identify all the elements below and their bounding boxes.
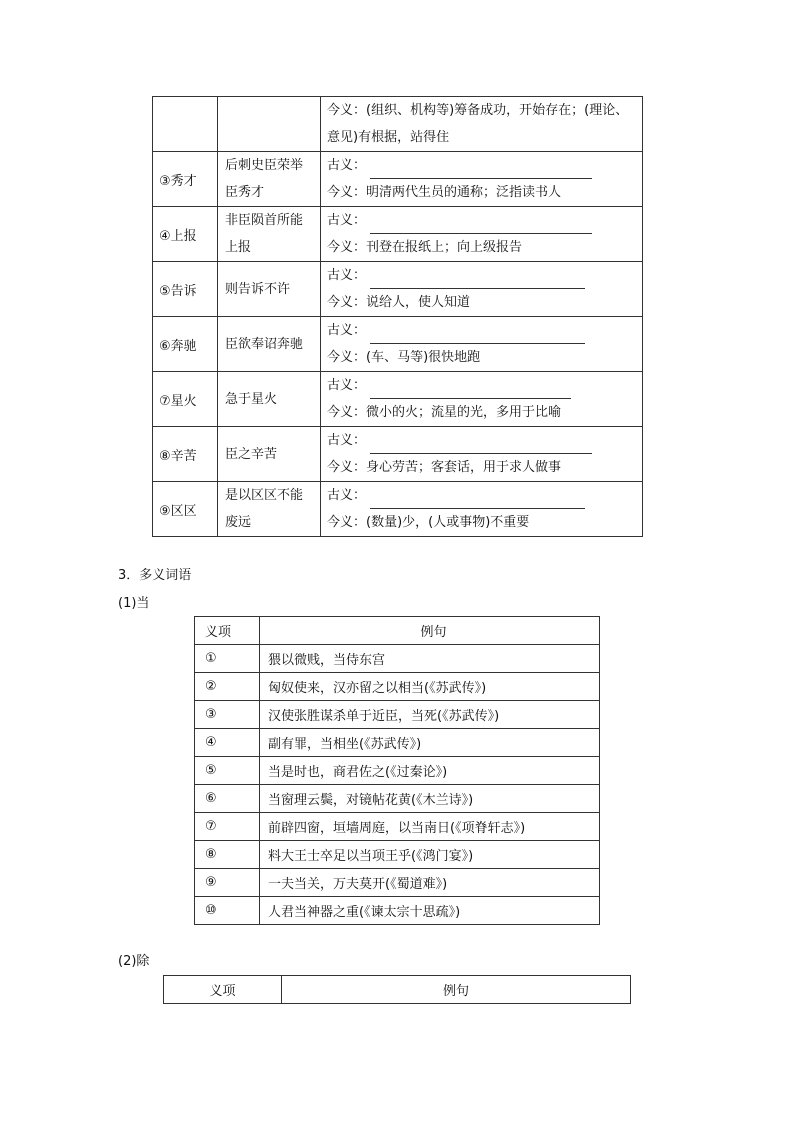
polysemy-table-chu	[163, 975, 631, 1004]
word-cell: ⑥奔驰	[153, 317, 218, 372]
modern-meaning-line: 今义：刊登在报纸上；向上级报告	[327, 240, 523, 255]
modern-meaning-line: 今义：明清两代生员的通称；泛指读书人	[327, 185, 562, 200]
answer-blank[interactable]	[370, 331, 585, 344]
meaning-cell	[321, 317, 643, 372]
table-row	[153, 262, 643, 317]
answer-blank[interactable]	[370, 221, 592, 234]
table-row	[195, 813, 600, 841]
ancient-meaning-label: 古义：	[327, 433, 367, 448]
table-row	[195, 897, 600, 925]
ancient-meaning-label: 古义：	[327, 323, 367, 338]
word-cell: ⑨区区	[153, 482, 218, 537]
table-row	[153, 372, 643, 427]
meaning-cell	[321, 152, 643, 207]
example-sentence: 料大王士卒足以当项王乎(《鸿门宴》)	[260, 841, 600, 869]
ancient-meaning-line	[327, 372, 642, 399]
table-row	[195, 757, 600, 785]
meaning-cell	[321, 262, 643, 317]
table-row	[195, 841, 600, 869]
answer-blank[interactable]	[370, 386, 571, 399]
ancient-meaning-line	[327, 207, 642, 234]
column-header-example: 例句	[282, 976, 631, 1004]
column-header-meaning: 义项	[164, 976, 282, 1004]
table-row	[153, 427, 643, 482]
sentence-cell	[218, 482, 321, 537]
sentence-cell	[218, 317, 321, 372]
word-cell: ④上报	[153, 207, 218, 262]
meaning-cell	[321, 482, 643, 537]
meaning-number: ③	[195, 701, 260, 729]
ancient-meaning-line	[327, 152, 642, 179]
meaning-number: ①	[195, 645, 260, 673]
ancient-meaning-line	[327, 427, 642, 454]
sentence-line: 臣欲奉诏奔驰	[225, 336, 304, 352]
sentence-line: 臣之辛苦	[225, 446, 278, 462]
word-cell: ⑦星火	[153, 372, 218, 427]
answer-blank[interactable]	[370, 441, 592, 454]
sentence-cell	[218, 97, 321, 152]
modern-meaning-line: 今义：微小的火；流星的光，多用于比喻	[327, 405, 562, 420]
column-header-meaning: 义项	[195, 617, 260, 645]
meaning-cell	[321, 97, 643, 152]
meaning-number: ⑥	[195, 785, 260, 813]
sentence-line: 则告诉不许	[225, 281, 291, 297]
example-sentence: 副有罪，当相坐(《苏武传》)	[260, 729, 600, 757]
sentence-line: 上报	[225, 240, 252, 255]
subsection-title: (2)除	[118, 954, 150, 969]
word-cell	[153, 97, 218, 152]
ancient-meaning-line	[327, 482, 642, 509]
table-row	[153, 152, 643, 207]
example-sentence: 当是时也，商君佐之(《过秦论》)	[260, 757, 600, 785]
table-row	[195, 729, 600, 757]
subsection-title: (1)当	[118, 596, 150, 611]
sentence-line: 非臣陨首所能	[225, 213, 304, 228]
sentence-line: 臣秀才	[225, 185, 265, 200]
meaning-number: ⑧	[195, 841, 260, 869]
meaning-cell	[321, 372, 643, 427]
answer-blank[interactable]	[370, 496, 585, 509]
example-sentence: 当窗理云鬓，对镜帖花黄(《木兰诗》)	[260, 785, 600, 813]
sentence-cell	[218, 152, 321, 207]
meaning-number: ⑩	[195, 897, 260, 925]
ancient-meaning-label: 古义：	[327, 158, 367, 173]
sentence-cell	[218, 427, 321, 482]
modern-meaning-line: 今义：(组织、机构等)筹备成功，开始存在；(理论、	[327, 103, 629, 118]
column-header-example: 例句	[260, 617, 600, 645]
meaning-cell	[321, 207, 643, 262]
ancient-meaning-label: 古义：	[327, 488, 367, 503]
table-row	[153, 97, 643, 152]
word-cell: ⑧辛苦	[153, 427, 218, 482]
word-cell: ⑤告诉	[153, 262, 218, 317]
sentence-cell	[218, 262, 321, 317]
example-sentence: 汉使张胜谋杀单于近臣，当死(《苏武传》)	[260, 701, 600, 729]
sentence-line: 后刺史臣荣举	[225, 158, 304, 173]
sentence-line: 是以区区不能	[225, 488, 304, 503]
meaning-number: ④	[195, 729, 260, 757]
sentence-line: 急于星火	[225, 391, 278, 407]
modern-meaning-line: 今义：说给人，使人知道	[327, 295, 471, 310]
meaning-number: ⑨	[195, 869, 260, 897]
sentence-line: 废远	[225, 515, 252, 530]
ancient-meaning-label: 古义：	[327, 213, 367, 228]
table-row	[153, 317, 643, 372]
table-row	[195, 645, 600, 673]
modern-meaning-line: 今义：(车、马等)很快地跑	[327, 350, 481, 365]
table-row	[195, 673, 600, 701]
answer-blank[interactable]	[370, 166, 592, 179]
ancient-modern-meaning-table	[152, 96, 643, 537]
answer-blank[interactable]	[370, 276, 585, 289]
table-row	[195, 785, 600, 813]
table-header-row	[195, 617, 600, 645]
table-row	[195, 701, 600, 729]
meaning-cell	[321, 427, 643, 482]
table-row	[153, 482, 643, 537]
example-sentence: 一夫当关，万夫莫开(《蜀道难》)	[260, 869, 600, 897]
table-header-row	[164, 976, 631, 1004]
table-row	[153, 207, 643, 262]
ancient-meaning-label: 古义：	[327, 378, 367, 393]
ancient-meaning-line	[327, 262, 642, 289]
example-sentence: 前辟四窗，垣墙周庭，以当南日(《项脊轩志》)	[260, 813, 600, 841]
ancient-meaning-label: 古义：	[327, 268, 367, 283]
modern-meaning-line: 意见)有根据，站得住	[327, 130, 450, 145]
meaning-number: ⑤	[195, 757, 260, 785]
example-sentence: 匈奴使来，汉亦留之以相当(《苏武传》)	[260, 673, 600, 701]
meaning-number: ②	[195, 673, 260, 701]
example-sentence: 猥以微贱，当侍东宫	[260, 645, 600, 673]
meaning-number: ⑦	[195, 813, 260, 841]
table-row	[195, 869, 600, 897]
polysemy-table-dang	[194, 616, 600, 925]
sentence-cell	[218, 207, 321, 262]
modern-meaning-line: 今义：(数量)少，(人或事物)不重要	[327, 515, 530, 530]
ancient-meaning-line	[327, 317, 642, 344]
example-sentence: 人君当神器之重(《谏太宗十思疏》)	[260, 897, 600, 925]
section-title: 3．多义词语	[118, 568, 192, 583]
word-cell: ③秀才	[153, 152, 218, 207]
modern-meaning-line: 今义：身心劳苦；客套话，用于求人做事	[327, 460, 562, 475]
sentence-cell	[218, 372, 321, 427]
